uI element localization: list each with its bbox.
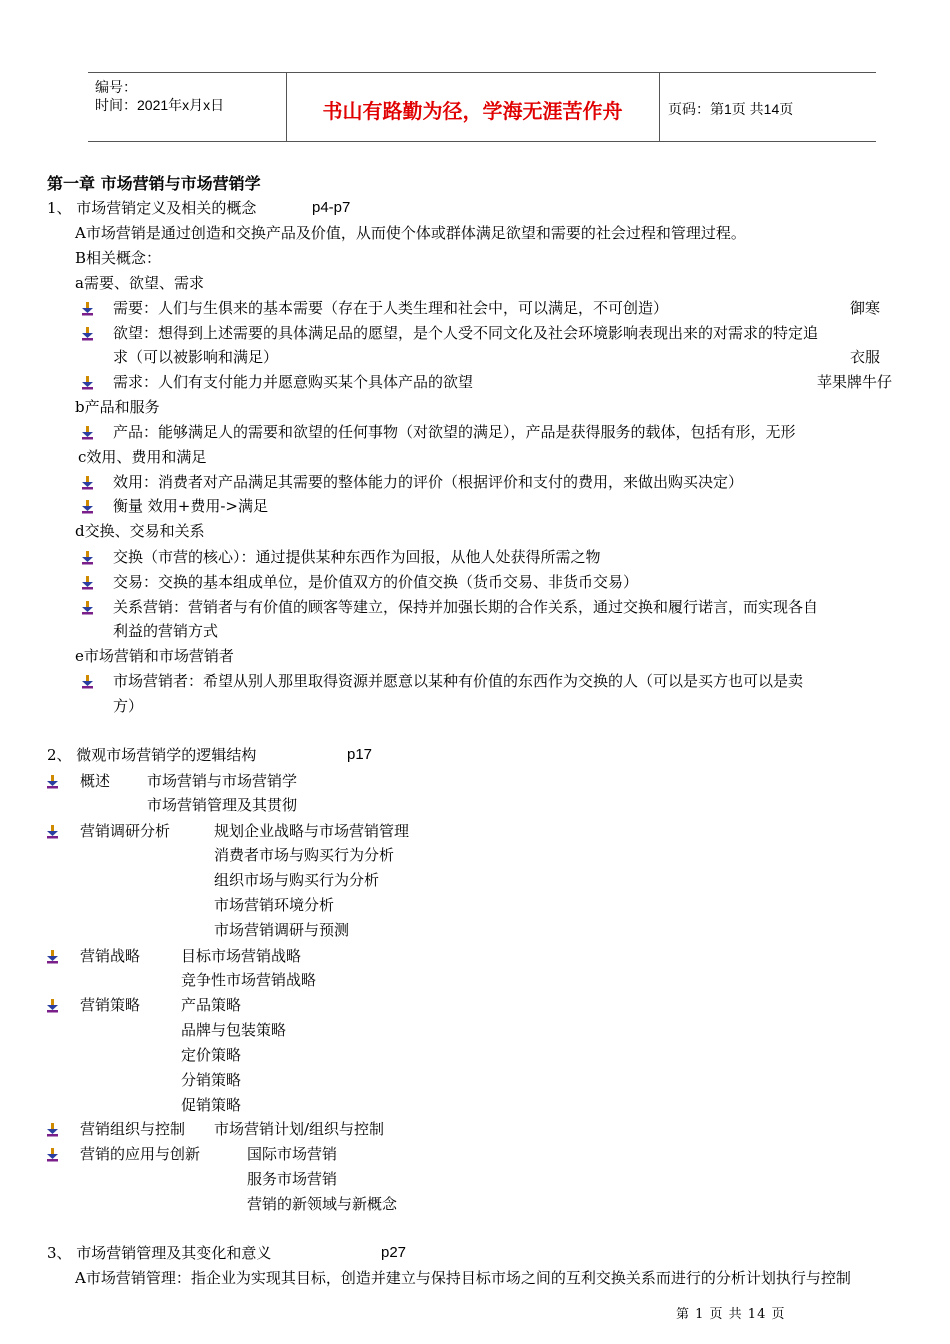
arrow-bullet-icon [47,825,59,839]
list-item: 交换（市营的核心）：通过提供某种东西作为回报，从他人处获得所需之物 [113,548,601,566]
example-text: 衣服 [850,348,881,366]
structure-item: 国际市场营销 [247,1145,338,1163]
list-item-continued: 求（可以被影响和满足） [113,348,279,366]
subheading: d交换、交易和关系 [75,522,205,540]
structure-item: 定价策略 [181,1046,242,1064]
section-pages: p27 [381,1244,407,1261]
structure-item: 竞争性市场营销战略 [181,971,317,989]
structure-item: 市场营销环境分析 [214,896,335,914]
structure-item: 组织市场与购买行为分析 [214,871,380,889]
structure-label: 概述 [80,772,111,790]
document-time: 时间：2021年x月x日 [95,97,225,113]
structure-label: 营销调研分析 [80,822,171,840]
definition-text: A市场营销是通过创造和交换产品及价值，从而使个体或群体满足欲望和需要的社会过程和管理过程。 [75,224,746,242]
structure-label: 营销策略 [80,996,141,1014]
section-heading: 2、 微观市场营销学的逻辑结构 [47,746,257,764]
structure-item: 品牌与包装策略 [181,1021,287,1039]
arrow-bullet-icon [82,376,94,390]
list-item: 市场营销者：希望从别人那里取得资源并愿意以某种有价值的东西作为交换的人（可以是买方也可以是卖 [113,672,804,690]
header-page-number: 页码：第1页 共14页 [668,101,794,117]
subheading: b产品和服务 [75,398,160,416]
section-pages: p17 [347,746,373,763]
structure-item: 服务市场营销 [247,1170,338,1188]
arrow-bullet-icon [82,551,94,565]
header-motto: 书山有路勤为径，学海无涯苦作舟 [322,99,623,123]
document-number: 编号： [95,79,137,95]
arrow-bullet-icon [82,500,94,514]
list-item: 效用：消费者对产品满足其需要的整体能力的评价（根据评价和支付的费用，来做出购买决定） [113,473,744,491]
arrow-bullet-icon [82,476,94,490]
structure-item: 市场营销计划/组织与控制 [214,1120,385,1138]
arrow-bullet-icon [47,775,59,789]
structure-item: 分销策略 [181,1071,242,1089]
subheading: e市场营销和市场营销者 [75,647,234,665]
subheading: a需要、欲望、需求 [75,274,204,292]
definition-text: A市场营销管理：指企业为实现其目标，创造并建立与保持目标市场之间的互利交换关系而进行的分析计划执行与控制 [75,1269,851,1287]
arrow-bullet-icon [82,675,94,689]
structure-item: 规划企业战略与市场营销管理 [214,822,410,840]
arrow-bullet-icon [47,999,59,1013]
section-heading: 3、 市场营销管理及其变化和意义 [47,1244,272,1262]
section-heading: 1、 市场营销定义及相关的概念 [47,199,257,217]
list-item: 产品：能够满足人的需要和欲望的任何事物（对欲望的满足），产品是获得服务的载体，包括有形，无形 [113,423,796,441]
structure-item: 目标市场营销战略 [181,947,302,965]
arrow-bullet-icon [47,1148,59,1162]
arrow-bullet-icon [47,950,59,964]
arrow-bullet-icon [82,426,94,440]
arrow-bullet-icon [82,302,94,316]
structure-item: 市场营销调研与预测 [214,921,350,939]
subheading: B相关概念： [75,249,162,267]
list-item: 衡量 效用+费用->满足 [113,497,268,515]
structure-label: 营销的应用与创新 [80,1145,201,1163]
arrow-bullet-icon [82,601,94,615]
arrow-bullet-icon [82,576,94,590]
chapter-title: 第一章 市场营销与市场营销学 [47,174,261,193]
page-footer: 第 1 页 共 14 页 [676,1307,786,1322]
structure-item: 消费者市场与购买行为分析 [214,846,395,864]
subheading: c效用、费用和满足 [78,448,207,466]
list-item: 欲望：想得到上述需要的具体满足品的愿望，是个人受不同文化及社会环境影响表现出来的对需求的特定追 [113,324,819,342]
arrow-bullet-icon [47,1123,59,1137]
list-item-continued: 利益的营销方式 [113,622,219,640]
arrow-bullet-icon [82,327,94,341]
list-item: 需要：人们与生俱来的基本需要（存在于人类生理和社会中，可以满足，不可创造） [113,299,669,317]
section-pages: p4-p7 [312,199,351,216]
structure-item: 营销的新领域与新概念 [247,1195,398,1213]
document-header [88,72,876,142]
list-item-continued: 方） [113,697,144,715]
example-text: 御寒 [850,299,881,317]
structure-label: 营销战略 [80,947,141,965]
example-text: 苹果牌牛仔 [817,373,893,391]
structure-item: 促销策略 [181,1096,242,1114]
structure-item: 市场营销与市场营销学 [147,772,298,790]
structure-label: 营销组织与控制 [80,1120,186,1138]
list-item: 关系营销：营销者与有价值的顾客等建立，保持并加强长期的合作关系，通过交换和履行诺言，而实现各自 [113,598,819,616]
header-divider [659,73,660,141]
list-item: 需求：人们有支付能力并愿意购买某个具体产品的欲望 [113,373,474,391]
structure-item: 产品策略 [181,996,242,1014]
structure-item: 市场营销管理及其贯彻 [147,796,298,814]
list-item: 交易：交换的基本组成单位，是价值双方的价值交换（货币交易、非货币交易） [113,573,639,591]
